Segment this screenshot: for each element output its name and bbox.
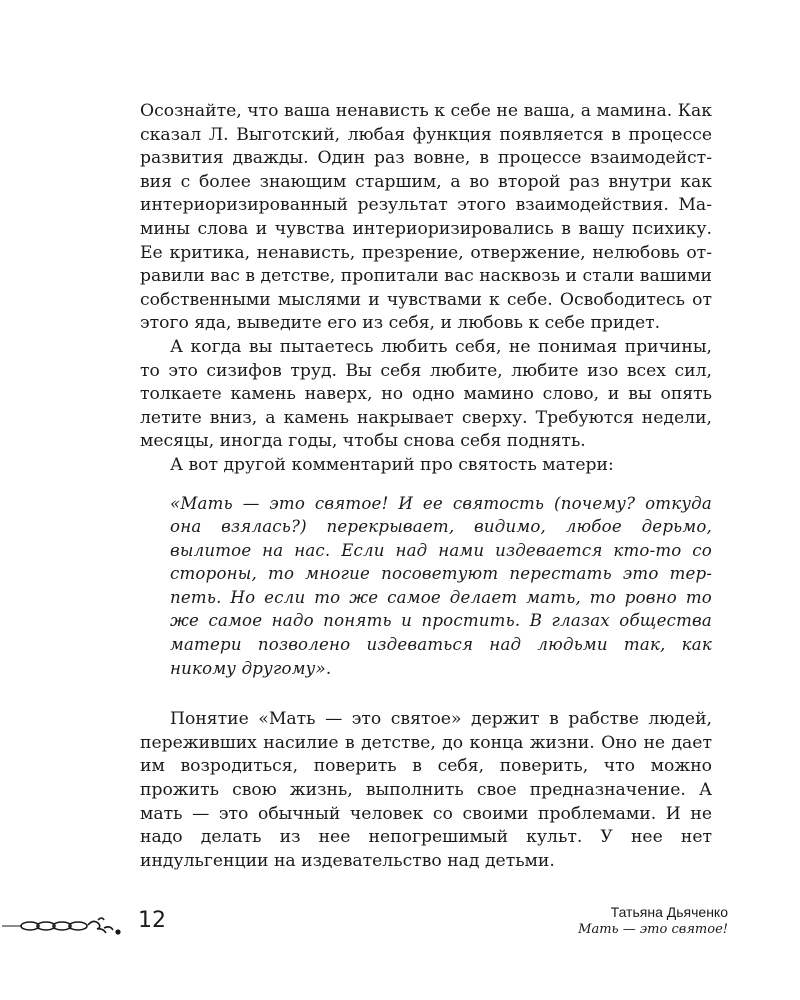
paragraph-2: А когда вы пытаетесь любить себя, не понимая причины, то это сизифов труд. Вы себя любите, любите изо всех сил, толкаете камень наверх, но одно мамино слово, и вы опять летите вниз, а камень накрывает сверху. Требуются недели, месяцы, иногда годы, чтобы снова себя поднять. [140, 336, 712, 452]
closing-paragraph: Понятие «Мать — это святое» держит в рабстве людей, переживших насилие в детстве, до конца жизни. Оно не дает им возродиться, поверить в себя, поверить, что можно прожить свою жизнь, выполнить свое предназначение. А мать — это обычный человек со своими проблемами. И не надо делать из нее непогрешимый культ. У нее нет индульгенции на издевательство над детьми. [140, 709, 712, 871]
footer-book-title: Мать — это святое! [578, 922, 728, 937]
quote-block: «Мать — это святое! И ее святость (почему? откуда она взялась?) перекрывает, видимо, любое дерьмо, вылитое на нас. Если над нами издевается кто-то со стороны, то многие посоветуют перестать это терпеть. Но если то же самое делает мать, то ровно то же самое надо понять и простить. В глазах общества матери позволено издеваться над людьми так, как никому другому». [170, 493, 712, 678]
main-text [140, 100, 712, 873]
footer-author: Татьяна Дьяченко [610, 904, 728, 920]
running-footer [578, 904, 728, 938]
page-number: 12 [138, 908, 166, 933]
paragraph-3: А вот другой комментарий про святость матери: [170, 454, 614, 475]
paragraph-1: Осознайте, что ваша ненависть к себе не ваша, а мамина. Как сказал Л. Выготский, любая функция появляется в процессе развития дважды. Один раз вовне, в процессе взаимодействия с более знающим старшим, а во второй раз внутри как интериоризированный результат этого взаимодействия. Мамины слова и чувства интериоризировались в вашу психику. Ее критика, ненависть, презрение, отвержение, нелюбовь отравили вас в детстве, пропитали вас насквозь и стали вашими собственными мыслями и чувствами к себе. Освободитесь от этого яда, выведите его из себя, и любовь к себе придет. [140, 101, 712, 334]
